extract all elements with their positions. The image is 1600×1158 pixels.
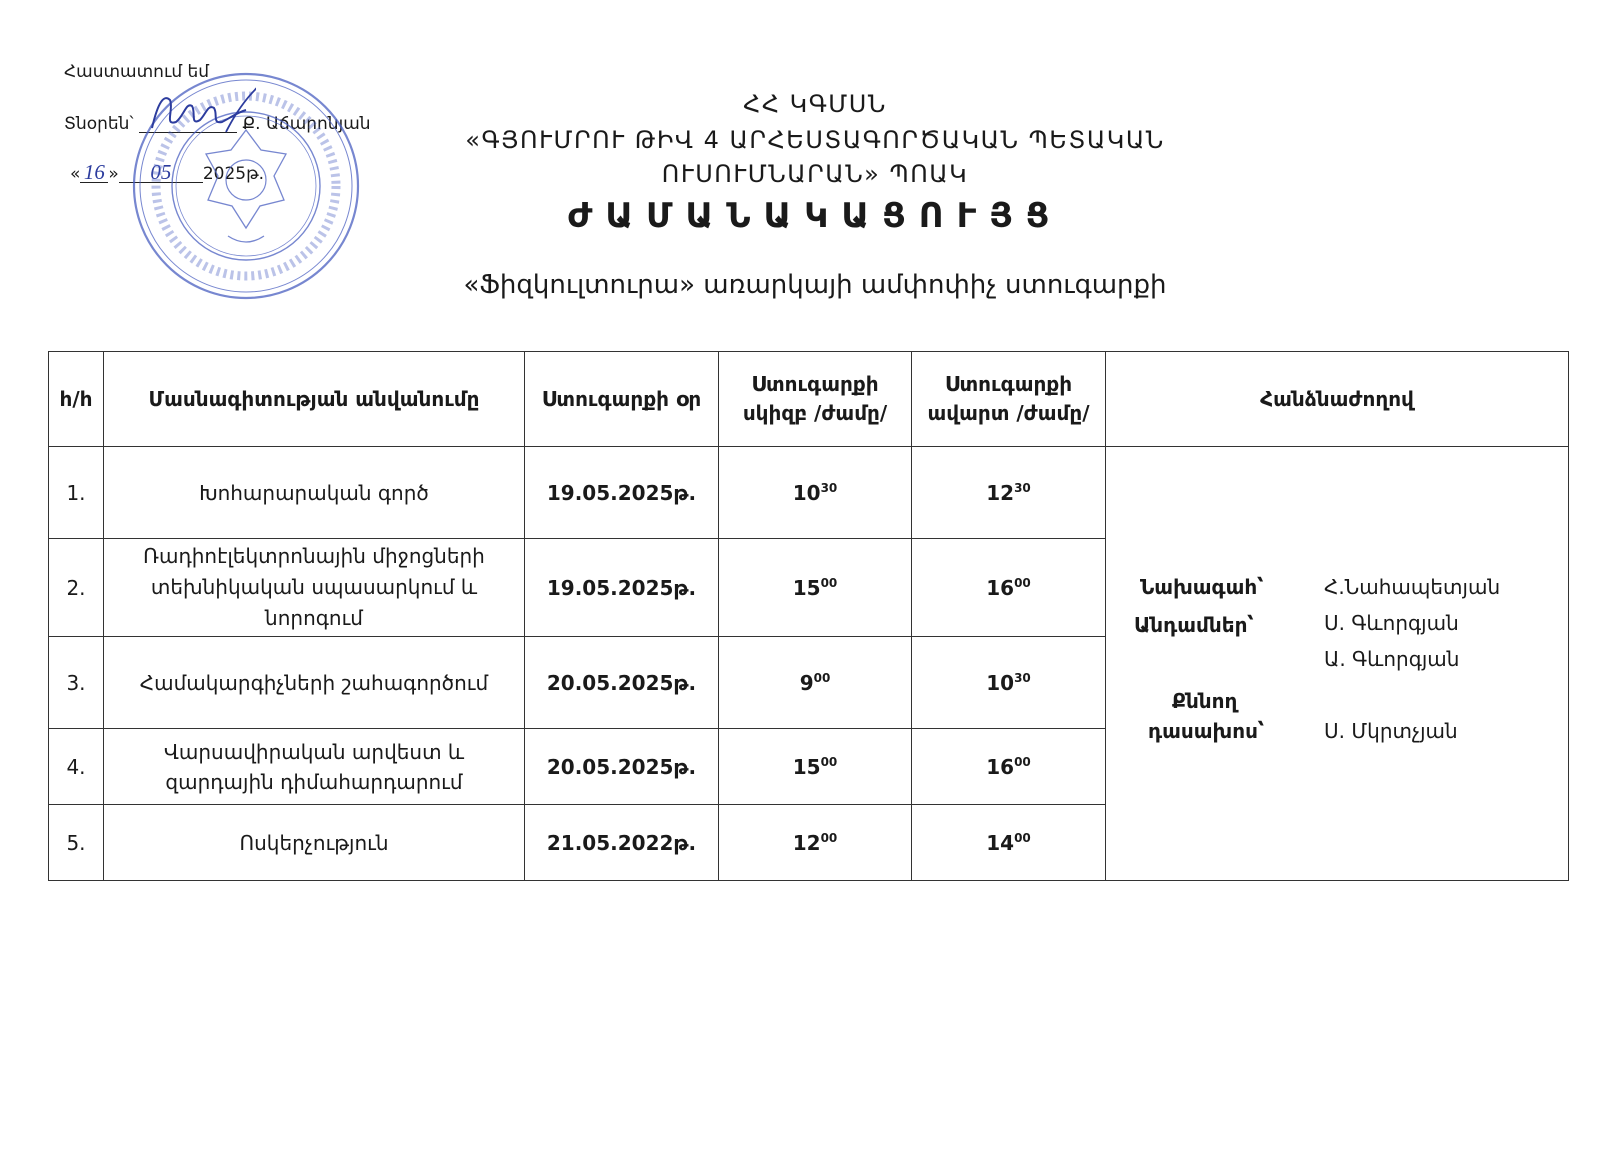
- examiner-label-2: դասախոս՝: [1148, 719, 1265, 743]
- header-start: Ստուգարքի սկիզբ /ժամը/: [719, 352, 912, 447]
- examiner-label-1: Քննող: [1172, 689, 1238, 713]
- approval-label: Հաստատում եմ: [64, 62, 210, 82]
- member-1: Ս. Գևորգյան: [1324, 611, 1459, 635]
- header-committee: Հանձնաժողով: [1106, 352, 1569, 447]
- table-header-row: [49, 352, 1569, 447]
- row-num: 1.: [49, 447, 104, 539]
- director-signature: [146, 82, 256, 138]
- row-date: 20.05.2025թ.: [525, 729, 719, 805]
- approval-year: 2025թ.: [202, 164, 265, 184]
- row-num: 2.: [49, 539, 104, 637]
- director-label: Տնօրեն՝: [64, 114, 134, 134]
- header-end: Ստուգարքի ավարտ /ժամը/: [912, 352, 1106, 447]
- approval-day: 16: [80, 162, 108, 183]
- document-title: ԺԱՄԱՆԱԿԱՑՈՒՅՑ: [567, 196, 1063, 236]
- examiner-name: Ս. Մկրտչյան: [1324, 719, 1458, 743]
- member-2: Ա. Գևորգյան: [1324, 647, 1460, 671]
- header-day: Ստուգարքի օր: [525, 352, 719, 447]
- row-specialty: Ռադիոէլեկտրոնային միջոցների տեխնիկական սպասարկում և նորոգում: [104, 539, 525, 637]
- row-specialty: Խոհարարական գործ: [104, 447, 525, 539]
- header-num: հ/հ: [49, 352, 104, 447]
- row-date: 19.05.2025թ.: [525, 539, 719, 637]
- director-name: Ք. Աճարոնյան: [242, 114, 371, 134]
- table-row: [49, 447, 1569, 539]
- row-start: $9^{00}$: [719, 637, 912, 729]
- committee-cell: [1106, 447, 1569, 881]
- row-start: $10^{30}$: [719, 447, 912, 539]
- members-label: Անդամներ՝: [1134, 613, 1254, 637]
- institution-line-2: ՈՒՍՈՒՄՆԱՐԱՆ» ՊՈԱԿ: [661, 160, 969, 188]
- row-end: $10^{30}$: [912, 637, 1106, 729]
- schedule-table: [48, 351, 1569, 881]
- row-specialty: Համակարգիչների շահագործում: [104, 637, 525, 729]
- ministry-name: ՀՀ ԿԳՄՍՆ: [743, 90, 887, 118]
- row-specialty: Վարսավիրական արվեստ և զարդային դիմահարդարում: [104, 729, 525, 805]
- document-subtitle: «Ֆիզկուլտուրա» առարկայի ամփոփիչ ստուգարքի: [463, 270, 1167, 300]
- row-date: 19.05.2025թ.: [525, 447, 719, 539]
- header-specialty: Մասնագիտության անվանումը: [104, 352, 525, 447]
- row-start: $15^{00}$: [719, 729, 912, 805]
- row-start: $15^{00}$: [719, 539, 912, 637]
- row-end: $12^{30}$: [912, 447, 1106, 539]
- institution-line-1: «ԳՅՈՒՄՐՈՒ ԹԻՎ 4 ԱՐՀԵՍՏԱԳՈՐԾԱԿԱՆ ՊԵՏԱԿԱՆ: [465, 126, 1165, 154]
- approval-date: « 16 » 05 2025թ.: [70, 160, 265, 184]
- row-end: $16^{00}$: [912, 539, 1106, 637]
- row-end: $16^{00}$: [912, 729, 1106, 805]
- row-specialty: Ոսկերչություն: [104, 805, 525, 881]
- chair-label: Նախագահ՝: [1140, 575, 1264, 599]
- row-date: 20.05.2025թ.: [525, 637, 719, 729]
- row-end: $14^{00}$: [912, 805, 1106, 881]
- approval-month: 05: [119, 162, 203, 183]
- row-start: $12^{00}$: [719, 805, 912, 881]
- row-date: 21.05.2022թ.: [525, 805, 719, 881]
- row-num: 4.: [49, 729, 104, 805]
- chair-name: Հ.Նահապետյան: [1324, 575, 1501, 599]
- row-num: 3.: [49, 637, 104, 729]
- row-num: 5.: [49, 805, 104, 881]
